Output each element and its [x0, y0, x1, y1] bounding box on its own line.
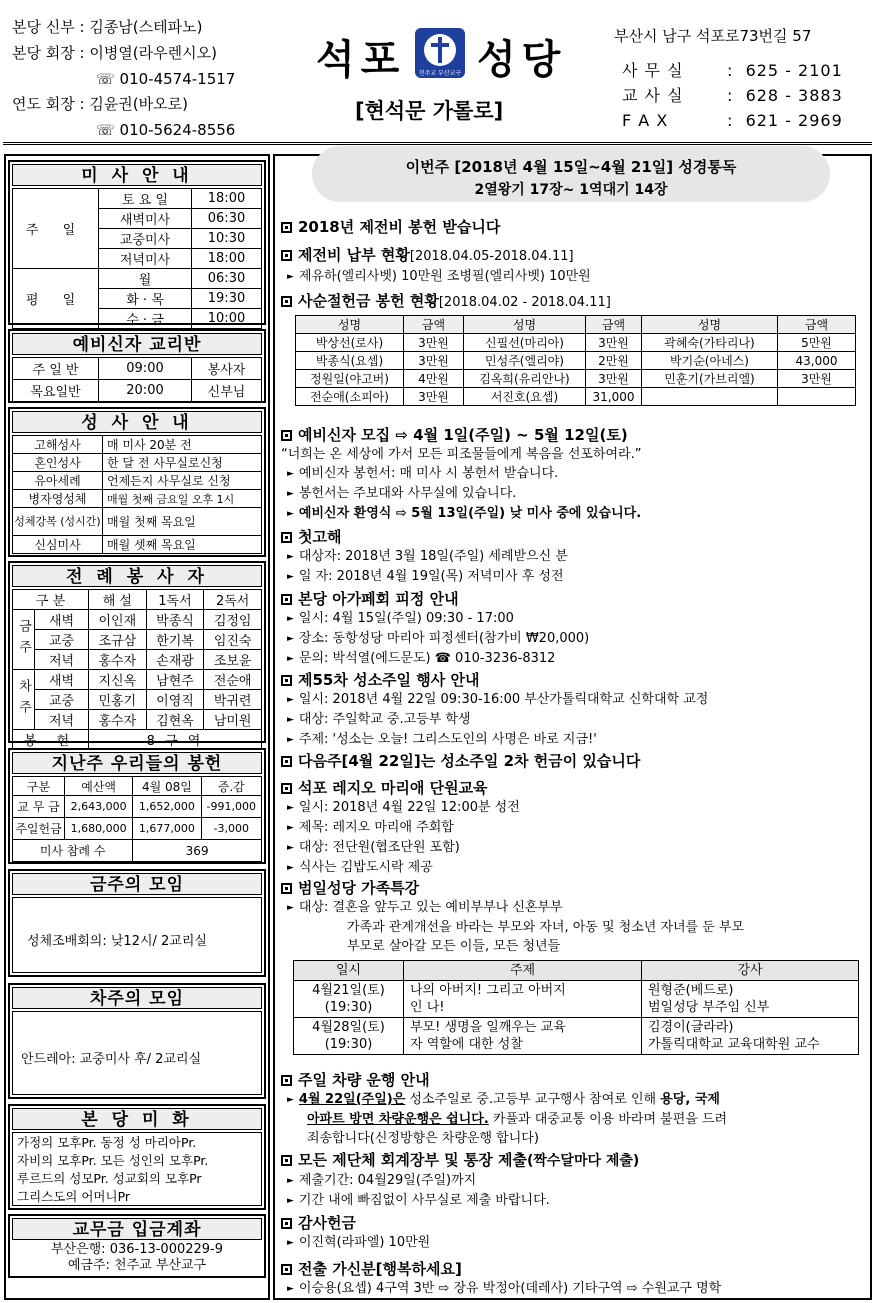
- sacraments-info: [8, 407, 266, 557]
- notice-title: 예비신자 모집 ⇨ 4월 1일(주일) ~ 5월 12일(토): [298, 426, 628, 444]
- lecture-speaker: 김경이(글라라): [648, 1020, 734, 1035]
- offering-amount: 1,677,000: [133, 818, 201, 840]
- class-time: 09:00: [99, 358, 192, 380]
- bible-reading-title: 이번주 [2018년 4월 15일~4월 21일] 성경통독: [405, 158, 737, 176]
- notice-line: 주제: '성소는 오늘! 그리스도인의 사명은 바로 지금!': [298, 732, 597, 747]
- square-bullet-icon: [281, 296, 292, 307]
- notice-line: 제목: 레지오 마리애 주회합: [298, 820, 454, 835]
- account-holder: 예금주: 천주교 부산교구: [67, 1258, 207, 1273]
- notice-line: 이진혁(라파엘) 10만원: [298, 1235, 431, 1250]
- triangle-bullet-icon: ►: [287, 823, 294, 833]
- mass-table: [12, 188, 262, 329]
- square-bullet-icon: [281, 783, 292, 794]
- lecture-speaker: 원형준(베드로): [648, 983, 734, 998]
- notice-line: 예비신자 봉헌서: 매 미사 시 봉헌서 받습니다.: [298, 466, 559, 481]
- notice-line: 기간 내에 빠짐없이 사무실로 제출 바랍니다.: [298, 1193, 550, 1208]
- liturgy-servers: [8, 561, 266, 749]
- lecture-time: (19:30): [324, 1037, 373, 1052]
- sacrament-name: 혼인성사: [13, 454, 103, 472]
- mass-name: 저녁미사: [99, 249, 192, 269]
- notice-line: 대상: 주일학교 중.고등부 학생: [298, 712, 471, 727]
- notice-second-collection: [281, 751, 865, 771]
- notice-title: 본당 아가페회 피정 안내: [298, 590, 459, 608]
- next-week-label: 차주: [13, 670, 35, 730]
- notice-festival-payment: [281, 245, 865, 287]
- notice-line: 제출기간: 04월29일(주일)까지: [298, 1173, 477, 1188]
- servers-header: 해 설: [89, 590, 147, 610]
- square-bullet-icon: [281, 532, 292, 543]
- prayer-president-phone: 010-5624-8556: [119, 121, 236, 139]
- notice-shuttle-bus: [281, 1070, 865, 1148]
- lecture-header: 일시: [294, 961, 404, 981]
- mass-time: 10:00: [192, 309, 262, 329]
- notice-emphasis: 4월 22일(주일)은: [298, 1092, 406, 1107]
- sacrament-note: 매월 첫째 금요일 오후 1시: [103, 490, 262, 508]
- triangle-bullet-icon: ►: [287, 695, 294, 705]
- sacrament-note: 한 달 전 사무실로신청: [103, 454, 262, 472]
- notice-catechumen-recruit: [281, 425, 865, 524]
- triangle-bullet-icon: ►: [287, 572, 294, 582]
- account-title: 교무금 입금계좌: [12, 1218, 262, 1240]
- last-week-offering: [8, 748, 266, 864]
- offering-budget: 2,643,000: [65, 796, 133, 818]
- lecture-speaker-title: 범일성당 부주임 신부: [648, 1000, 770, 1015]
- class-name: 목요일반: [13, 380, 99, 402]
- notice-first-confession: [281, 527, 865, 587]
- square-bullet-icon: [281, 430, 292, 441]
- church-title-a: 석포: [316, 37, 406, 83]
- notice-line: 예비신자 환영식 ⇨ 5월 13일(주일) 낮 미사 중에 있습니다.: [298, 506, 642, 521]
- contact-list: 사 무 실 : 625 - 2101 교 사 실 : 628 - 3883 F A X : 621 - 2969: [622, 58, 843, 133]
- sacrament-note: 매월 셋째 목요일: [103, 536, 262, 554]
- servers-table: [12, 589, 262, 750]
- server-name: 손재광: [146, 650, 204, 670]
- this-week-label: 금주: [13, 610, 35, 670]
- attendance-label: 미사 참례 수: [13, 840, 133, 862]
- triangle-bullet-icon: ►: [287, 1284, 294, 1294]
- lent-header: 성명: [642, 316, 778, 334]
- server-name: 김현옥: [146, 710, 204, 730]
- square-bullet-icon: [281, 1264, 292, 1275]
- catechumen-class: [8, 329, 266, 403]
- notice-emphasis: 용당, 국제: [660, 1092, 720, 1107]
- ministry-line: 자비의 모후Pr. 모든 성인의 모후Pr.: [17, 1153, 209, 1168]
- server-name: 지신옥: [89, 670, 147, 690]
- mass-schedule: [8, 160, 266, 328]
- mass-time: 18:00: [192, 189, 262, 209]
- donor-amount: 3만원: [586, 370, 642, 388]
- notice-line: 대상: 전단원(협조단원 포함): [298, 840, 460, 855]
- triangle-bullet-icon: ►: [287, 1196, 294, 1206]
- server-name: 박귀련: [204, 690, 262, 710]
- notice-line: 일시: 4월 15일(주일) 09:30 - 17:00: [298, 611, 514, 626]
- triangle-bullet-icon: ►: [287, 843, 294, 853]
- triangle-bullet-icon: ►: [287, 654, 294, 664]
- mass-time: 10:30: [192, 229, 262, 249]
- notice-title: 감사헌금: [298, 1214, 356, 1232]
- server-name: 민홍기: [89, 690, 147, 710]
- notice-title: 사순절헌금 봉헌 현황: [298, 292, 439, 310]
- donor-name: 민성주(엘리야): [464, 352, 586, 370]
- this-week-meetings-title: 금주의 모임: [12, 873, 262, 895]
- pastor-name: 김종남(스테파노): [89, 18, 203, 36]
- office-phone: 625 - 2101: [745, 61, 843, 80]
- ministry-line: 루르드의 성모Pr. 성교회의 모후Pr: [17, 1171, 202, 1186]
- ministry-line: 그리스도의 어머니Pr: [17, 1189, 131, 1204]
- lent-header: 성명: [296, 316, 404, 334]
- triangle-bullet-icon: ►: [287, 1095, 294, 1105]
- donor-name: 박상선(로사): [296, 334, 404, 352]
- notice-line: 일시: 2018년 4월 22일 09:30-16:00 부산가톨릭대학교 신학대학 교정: [298, 692, 709, 707]
- server-name: 조보윤: [204, 650, 262, 670]
- notice-lent-offering: [281, 291, 865, 406]
- notice-title: 제55차 성소주일 행사 안내: [298, 671, 480, 689]
- servers-header: 2독서: [204, 590, 262, 610]
- sacraments-title: 성 사 안 내: [12, 411, 262, 433]
- offering-amount: 1,652,000: [133, 796, 201, 818]
- mass-name: 월: [99, 269, 192, 289]
- mass-name: 교중미사: [99, 229, 192, 249]
- triangle-bullet-icon: ►: [287, 614, 294, 624]
- server-name: 홍수자: [89, 710, 147, 730]
- lent-header: 성명: [464, 316, 586, 334]
- server-name: 남현주: [146, 670, 204, 690]
- notice-moved-out: [281, 1259, 865, 1299]
- donor-amount: 3만원: [778, 370, 856, 388]
- donor-name: 곽혜숙(가타리나): [642, 334, 778, 352]
- offering-kind: 교 무 금: [13, 796, 65, 818]
- donor-name: [642, 388, 778, 406]
- sacrament-note: 매 미사 20분 전: [103, 436, 262, 454]
- notice-title: 범일성당 가족특강: [298, 879, 420, 897]
- offering-table: [12, 776, 262, 862]
- offering-header: 증.감: [201, 777, 261, 796]
- notice-thanks-offering: [281, 1213, 865, 1253]
- notice-line: 이승용(요셉) 4구역 3반 ⇨ 장유 박정아(데레사) 기타구역 ⇨ 수원교구 명학: [298, 1281, 722, 1296]
- class-leader: 신부님: [192, 380, 262, 402]
- offering-header: 4월 08일: [133, 777, 201, 796]
- sacrament-name: 신심미사: [13, 536, 103, 554]
- diocese-logo: [415, 28, 465, 78]
- donor-amount: [778, 388, 856, 406]
- lecture-speaker-title: 가톨릭대학교 교육대학원 교수: [648, 1037, 820, 1052]
- bank-account: 부산은행: 036-13-000229-9: [50, 1242, 224, 1257]
- donor-name: 박종식(요셉): [296, 352, 404, 370]
- sacrament-note: 매월 첫째 목요일: [103, 508, 262, 536]
- church-flower-ministry: [8, 1104, 266, 1210]
- lecture-topic: 나의 아버지! 그리고 아버지: [410, 983, 566, 998]
- triangle-bullet-icon: ►: [287, 1238, 294, 1248]
- teacher-room-label: 교 사 실: [622, 86, 684, 105]
- ministry-line: 가정의 모후Pr. 동정 성 마리아Pr.: [17, 1135, 197, 1150]
- servers-title: 전 례 봉 사 자: [12, 565, 262, 587]
- square-bullet-icon: [281, 1155, 292, 1166]
- server-mass: 새벽: [35, 670, 89, 690]
- catechumen-table: [12, 357, 262, 402]
- donor-line: 제유하(엘리사벳) 10만원 조병필(엘리사벳) 10만원: [298, 269, 591, 284]
- server-name: 이인재: [89, 610, 147, 630]
- donor-name: 서진호(요셉): [464, 388, 586, 406]
- offering-diff: -3,000: [201, 818, 261, 840]
- offering-header: 예산액: [65, 777, 133, 796]
- pastor-label: 본당 신부: [12, 18, 75, 36]
- next-week-meetings: [8, 983, 266, 1099]
- offering-district: 8 구 역: [89, 730, 262, 750]
- meeting-text: 안드레아: 교중미사 후/ 2교리실: [12, 1011, 262, 1095]
- lecture-topic: 부모! 생명을 일깨우는 교육: [410, 1020, 566, 1035]
- phone-icon: ☏: [96, 121, 120, 139]
- teacher-room-phone: 628 - 3883: [745, 86, 843, 105]
- notice-title: 모든 제단체 회계장부 및 통장 제출: [298, 1151, 527, 1169]
- bible-reading-range: 2열왕기 17장~ 1역대기 14장: [474, 182, 668, 198]
- meeting-text: 성체조배회의: 낮12시/ 2교리실: [12, 897, 262, 973]
- lecture-topic: 자 역할에 대한 성찰: [410, 1037, 523, 1052]
- weekday-label: 평 일: [13, 269, 99, 329]
- lecture-time: (19:30): [324, 1000, 373, 1015]
- donor-name: 정원일(야고버): [296, 370, 404, 388]
- fax-number: 621 - 2969: [745, 111, 843, 130]
- notice-line: 일시: 2018년 4월 22일 12:00분 성전: [298, 800, 520, 815]
- notice-title: 제전비 납부 현황: [298, 246, 410, 264]
- server-name: 남미원: [204, 710, 262, 730]
- mass-time: 06:30: [192, 269, 262, 289]
- notice-line: 장소: 동항성당 마리아 피정센터(참가비 ₩20,000): [298, 631, 590, 646]
- mass-time: 19:30: [192, 289, 262, 309]
- server-name: 김정임: [204, 610, 262, 630]
- notice-family-lecture: [281, 878, 865, 1055]
- mass-time: 06:30: [192, 209, 262, 229]
- offering-kind: 주일헌금: [13, 818, 65, 840]
- phone-icon: ☏: [96, 70, 120, 88]
- triangle-bullet-icon: ►: [287, 509, 294, 519]
- offering-header: 구분: [13, 777, 65, 796]
- ministry-title: 본 당 미 화: [12, 1108, 262, 1130]
- donor-amount: 3만원: [404, 334, 464, 352]
- mass-name: 화 · 목: [99, 289, 192, 309]
- account-info: [12, 1242, 262, 1274]
- square-bullet-icon: [281, 675, 292, 686]
- church-title-b: 성당: [477, 37, 567, 83]
- notice-account-books: [281, 1150, 865, 1211]
- square-bullet-icon: [281, 756, 292, 767]
- offering-diff: -991,000: [201, 796, 261, 818]
- square-bullet-icon: [281, 594, 292, 605]
- square-bullet-icon: [281, 222, 292, 233]
- notice-line: 대상자: 2018년 3월 18일(주일) 세례받으신 분: [298, 549, 568, 564]
- sunday-label: 주 일: [13, 189, 99, 269]
- donor-amount: 4만원: [404, 370, 464, 388]
- notice-emphasis: 아파트 방면 차량운행은 쉽니다.: [307, 1112, 489, 1127]
- donor-amount: 43,000: [778, 352, 856, 370]
- triangle-bullet-icon: ►: [287, 715, 294, 725]
- address: 부산시 남구 석포로73번길 57: [614, 27, 812, 45]
- notice-vocation-sunday: [281, 670, 865, 750]
- square-bullet-icon: [281, 1218, 292, 1229]
- offering-title: 지난주 우리들의 봉헌: [12, 752, 262, 774]
- triangle-bullet-icon: ►: [287, 803, 294, 813]
- notice-agape-retreat: [281, 589, 865, 669]
- donor-amount: 3만원: [404, 352, 464, 370]
- lecture-topic: 인 나!: [410, 1000, 445, 1015]
- notice-line: 봉헌서는 주보대와 사무실에 있습니다.: [298, 486, 517, 501]
- triangle-bullet-icon: ►: [287, 552, 294, 562]
- server-name: 홍수자: [89, 650, 147, 670]
- class-time: 20:00: [99, 380, 192, 402]
- attendance-count: 369: [133, 840, 262, 862]
- sacrament-name: 유아세례: [13, 472, 103, 490]
- triangle-bullet-icon: ►: [287, 489, 294, 499]
- notice-date: [2018.04.05-2018.04.11]: [409, 249, 574, 264]
- patron-saint: [현석문 가롤로]: [355, 99, 504, 123]
- server-name: 박종식: [146, 610, 204, 630]
- triangle-bullet-icon: ►: [287, 735, 294, 745]
- notice-line: 식사는 김밥도시락 제공: [298, 860, 433, 875]
- notice-title: 2018년 제전비 봉헌 받습니다: [298, 218, 501, 236]
- mass-name: 토 요 일: [99, 189, 192, 209]
- president-name: 이병열(라우렌시오): [89, 44, 217, 62]
- lent-offering-table: [295, 315, 856, 406]
- next-week-meetings-title: 차주의 모임: [12, 987, 262, 1009]
- server-name: 이영직: [146, 690, 204, 710]
- server-mass: 교중: [35, 690, 89, 710]
- notice-date: [2018.04.02 - 2018.04.11]: [438, 295, 611, 310]
- class-leader: 봉사자: [192, 358, 262, 380]
- triangle-bullet-icon: ►: [287, 469, 294, 479]
- donor-amount: 2만원: [586, 352, 642, 370]
- lent-header: 금액: [404, 316, 464, 334]
- server-name: 조규삼: [89, 630, 147, 650]
- notice-title: 다음주[4월 22일]는 성소주일 2차 헌금이 있습니다: [298, 752, 641, 770]
- bible-quote: “너희는 온 세상에 가서 모든 피조물들에게 복음을 선포하여라.”: [281, 447, 642, 462]
- header-divider: [3, 142, 872, 145]
- sacrament-name: 성체강복 (성시간): [13, 508, 103, 536]
- catechumen-title: 예비신자 교리반: [12, 333, 262, 355]
- triangle-bullet-icon: ►: [287, 272, 294, 282]
- pastor-info: 본당 신부 : 김종남(스테파노) 본당 회장 : 이병열(라우렌시오) ☏ 010-4574-1517 연도 회장 : 김윤권(바오로) ☏ 010-5624-8556: [12, 18, 236, 139]
- donor-name: 전순애(소피아): [296, 388, 404, 406]
- notice-line: 대상: 결혼을 앞두고 있는 예비부부나 신혼부부: [298, 900, 563, 915]
- notice-line: 카풀과 대중교통 이용 바라며 불편을 드려: [488, 1112, 728, 1127]
- notice-festival-fee: [281, 217, 865, 237]
- bible-reading-banner: [312, 146, 830, 202]
- donor-amount: 3만원: [404, 388, 464, 406]
- donor-amount: 31,000: [586, 388, 642, 406]
- triangle-bullet-icon: ►: [287, 634, 294, 644]
- logo-text: 천주교 부산교구: [418, 70, 462, 77]
- notice-title-note: (짝수달마다 제출): [526, 1153, 640, 1169]
- sacrament-name: 고해성사: [13, 436, 103, 454]
- lent-header: 금액: [778, 316, 856, 334]
- sacrament-name: 병자영성체: [13, 490, 103, 508]
- lecture-date: 4월21일(토): [312, 983, 385, 998]
- server-mass: 저녁: [35, 710, 89, 730]
- donor-name: 민훈기(가브리엘): [642, 370, 778, 388]
- notice-line: 죄송합니다(신정방향은 차량운행 합니다): [307, 1131, 539, 1146]
- server-mass: 교중: [35, 630, 89, 650]
- triangle-bullet-icon: ►: [287, 903, 294, 913]
- server-name: 한기복: [146, 630, 204, 650]
- notice-title: 첫고해: [298, 528, 342, 546]
- server-mass: 저녁: [35, 650, 89, 670]
- prayer-president-label: 연도 회장: [12, 95, 75, 113]
- notice-line: 문의: 박석열(에드문도) ☎ 010-3236-8312: [298, 651, 556, 666]
- square-bullet-icon: [281, 1075, 292, 1086]
- fax-label: F A X: [622, 111, 669, 130]
- notice-line: 일 자: 2018년 4월 19일(목) 저녁미사 후 성전: [298, 569, 564, 584]
- office-label: 사 무 실: [622, 61, 684, 80]
- donor-amount: 5만원: [778, 334, 856, 352]
- lecture-header: 강사: [642, 961, 859, 981]
- donor-name: 신필선(마리아): [464, 334, 586, 352]
- mass-name: 새벽미사: [99, 209, 192, 229]
- mass-name: 수 · 금: [99, 309, 192, 329]
- notice-line: 성소주일로 중.고등부 교구행사 참여로 인해: [405, 1092, 661, 1107]
- triangle-bullet-icon: ►: [287, 1176, 294, 1186]
- notice-legio-training: [281, 778, 865, 878]
- lecture-table: [293, 960, 859, 1055]
- offering-budget: 1,680,000: [65, 818, 133, 840]
- mass-time: 18:00: [192, 249, 262, 269]
- sacraments-table: [12, 435, 262, 554]
- donor-amount: 3만원: [586, 334, 642, 352]
- servers-header: 구 분: [13, 590, 89, 610]
- offering-account: [8, 1214, 266, 1278]
- this-week-meetings: [8, 869, 266, 977]
- donor-name: 박기순(아네스): [642, 352, 778, 370]
- notice-line: 부모로 살아갈 모든 이들, 모든 청년들: [347, 939, 561, 954]
- servers-header: 1독서: [146, 590, 204, 610]
- server-name: 전순애: [204, 670, 262, 690]
- notice-title: 전출 가신분[행복하세요]: [298, 1260, 462, 1278]
- sacrament-note: 언제든지 사무실로 신청: [103, 472, 262, 490]
- square-bullet-icon: [281, 250, 292, 261]
- square-bullet-icon: [281, 883, 292, 894]
- server-name: 임진숙: [204, 630, 262, 650]
- notice-line: 가족과 관계개선을 바라는 부모와 자녀, 아동 및 청소년 자녀를 둔 부모: [347, 920, 745, 935]
- class-name: 주 일 반: [13, 358, 99, 380]
- donor-name: 김옥희(유리안나): [464, 370, 586, 388]
- president-label: 본당 회장: [12, 44, 75, 62]
- notice-title: 주일 차량 운행 안내: [298, 1071, 430, 1089]
- ministry-list: [12, 1132, 262, 1206]
- notice-title: 석포 레지오 마리애 단원교육: [298, 779, 488, 797]
- prayer-president-name: 김윤권(바오로): [89, 95, 188, 113]
- lecture-header: 주제: [404, 961, 642, 981]
- lent-header: 금액: [586, 316, 642, 334]
- lecture-date: 4월28일(토): [312, 1020, 385, 1035]
- mass-title: 미 사 안 내: [12, 164, 262, 186]
- triangle-bullet-icon: ►: [287, 863, 294, 873]
- server-mass: 새벽: [35, 610, 89, 630]
- offering-label: 봉 헌: [13, 730, 89, 750]
- president-phone: 010-4574-1517: [119, 70, 236, 88]
